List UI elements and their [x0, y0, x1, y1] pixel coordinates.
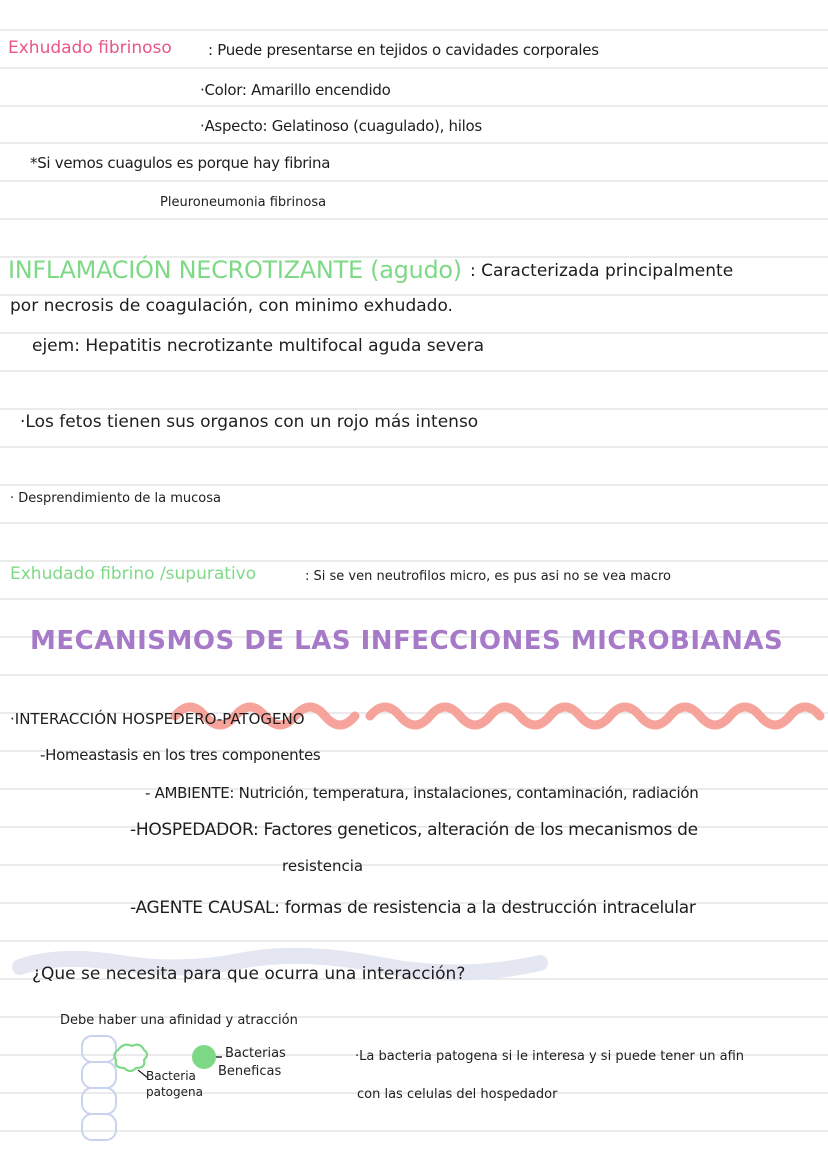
fibrin-note: *Si vemos cuagulos es porque hay fibrina	[30, 154, 331, 172]
page-title: MECANISMOS DE LAS INFECCIONES MICROBIANAS	[30, 626, 784, 656]
host-pathogen-heading: ·INTERACCIÓN HOSPEDERO-PATOGENO	[10, 710, 305, 728]
aspect-bullet: ·Aspecto: Gelatinoso (cuagulado), hilos	[200, 117, 482, 135]
hepatitis-example: ejem: Hepatitis necrotizante multifocal aguda severa	[32, 336, 485, 356]
beneficial-bacteria-icon	[192, 1045, 216, 1069]
pathogen-bacteria-icon	[114, 1045, 147, 1071]
mucosa-detachment-note: · Desprendimiento de la mucosa	[10, 491, 221, 506]
fibrinous-exudate-description: : Puede presentarse en tejidos o cavidades corporales	[208, 41, 599, 59]
pleuropneumonia-example: Pleuroneumonia fibrinosa	[160, 195, 327, 210]
environment-line: - AMBIENTE: Nutrición, temperatura, instalaciones, contaminación, radiación	[145, 784, 699, 802]
interaction-question: ¿Que se necesita para que ocurra una interacción?	[32, 964, 466, 984]
host-line-2: resistencia	[282, 857, 364, 875]
pathogen-affinity-note-1: ·La bacteria patogena si le interesa y si puede tener un afin	[355, 1049, 745, 1064]
fibrinosuppurative-heading: Exhudado fibrino /supurativo	[10, 564, 257, 584]
fetus-organs-note: ·Los fetos tienen sus organos con un rojo más intenso	[20, 412, 479, 432]
pathogen-bacteria-label-1: Bacteria	[146, 1069, 196, 1083]
necrotizing-inflammation-heading: INFLAMACIÓN NECROTIZANTE (agudo)	[8, 256, 462, 284]
host-cells-icon	[82, 1036, 116, 1140]
causal-agent-line: -AGENTE CAUSAL: formas de resistencia a la destrucción intracelular	[130, 898, 696, 918]
pathogen-bacteria-label-2: patogena	[146, 1085, 203, 1099]
homeostasis-line: -Homeastasis en los tres componentes	[40, 746, 321, 764]
necrotizing-description-line1: : Caracterizada principalmente	[470, 261, 734, 281]
affinity-answer: Debe haber una afinidad y atracción	[60, 1013, 298, 1028]
necrotizing-description-line2: por necrosis de coagulación, con minimo exhudado.	[10, 296, 453, 316]
beneficial-bacteria-label-1: Bacterias	[225, 1046, 286, 1061]
fibrinosuppurative-description: : Si se ven neutrofilos micro, es pus asi no se vea macro	[305, 569, 672, 584]
color-bullet: ·Color: Amarillo encendido	[200, 81, 391, 99]
fibrinous-exudate-heading: Exhudado fibrinoso	[8, 38, 172, 58]
host-line-1: -HOSPEDADOR: Factores geneticos, alteración de los mecanismos de	[130, 820, 698, 840]
pathogen-affinity-note-2: con las celulas del hospedador	[357, 1087, 558, 1102]
beneficial-bacteria-label-2: Beneficas	[218, 1064, 282, 1079]
